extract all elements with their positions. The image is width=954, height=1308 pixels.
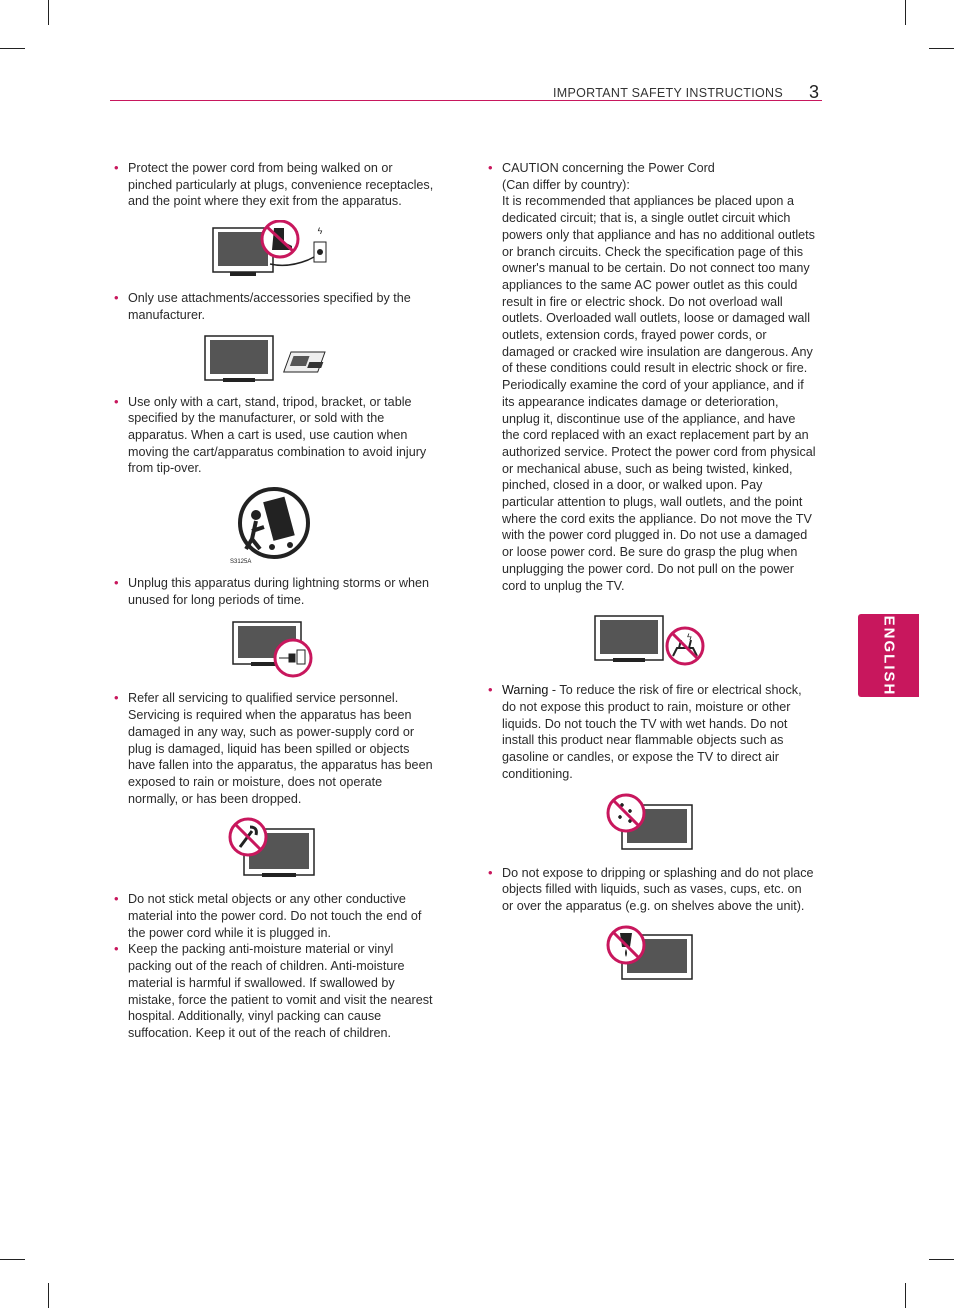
crop-mark xyxy=(929,1259,954,1260)
warning-text: - To reduce the risk of fire or electrical shock, do not expose this product to rain, moisture or other liquids. Do not touch the TV with wet hands. Do not install this product near flammable objects such as gasoline or candles, or expose the TV to direct air conditioning. xyxy=(502,683,802,781)
unplug-tv-icon xyxy=(231,618,315,680)
tv-accessories-icon xyxy=(203,334,343,384)
no-self-service-icon xyxy=(228,817,318,881)
caution-subtitle: (Can differ by country): xyxy=(502,177,630,192)
list-item: • Only use attachments/accessories specified by the manufacturer. xyxy=(114,290,411,322)
caution-body: It is recommended that appliances be placed upon a dedicated circuit; that is, a single outlet circuit which powers only that appliance and has no additional outlets or branch circuits. Check the specification page of this owner's manual to be certain. Do not connect too many appliances to the same AC power outlet as this could result in fire or electric shock. Do not overload wall outlets. Overloaded wall outlets, loose or damaged wall outlets, extension cords, frayed power cords, or damaged or cracked wire insulation are dangerous. Any of these conditions could result in electric shock or fire. Periodically examine the cord of your appliance, and if its appearance indicates damage or deterioration, unplug it, discontinue use of the appliance, and have the cord replaced with an exact replacement part by an authorized service. Protect the power cord from physical or mechanical abuse, such as being twisted, kinked, pinched, closed in a door, or walked upon. Pay particular attention to plugs, wall outlets, and the point where the cord exits the appliance. Do not move the TV with the power cord plugged in. Do not use a damaged or loose power cord. Be sure do grasp the plug when unplugging the power cord. Do not pull on the power cord to unplug the TV. xyxy=(502,194,816,593)
svg-text:ϟ: ϟ xyxy=(317,226,323,237)
list-item: • Refer all servicing to qualified service personnel. Servicing is required when the apparatus has been damaged in any way, such as power-supply cord or plug is damaged, liquid has been spilled or objects have fallen into the apparatus, the apparatus has been exposed to rain or moisture, does not operate normally, or has been dropped. xyxy=(114,690,433,806)
caution-title: CAUTION concerning the Power Cord xyxy=(502,161,715,175)
crop-mark xyxy=(48,0,49,25)
cart-icon-caption: S3125A xyxy=(230,559,252,566)
warning-label: Warning xyxy=(502,683,549,698)
right-column xyxy=(486,160,816,995)
list-item: • Protect the power cord from being walked on or pinched particularly at plugs, convenience receptacles, and the point where they exit from the apparatus. xyxy=(114,160,434,209)
language-tab: ENGLISH xyxy=(858,614,919,697)
list-item: • Unplug this apparatus during lightning storms or when unused for long periods of time. xyxy=(114,575,430,607)
crop-mark xyxy=(0,1259,25,1260)
no-overloaded-outlet-icon xyxy=(593,612,709,672)
header-title: IMPORTANT SAFETY INSTRUCTIONS xyxy=(552,86,783,100)
crop-mark xyxy=(905,1283,906,1308)
warning-item: • Warning - To reduce the risk of fire or electrical shock, do not expose this product to rain, moisture or other liquids. Do not touch the TV with wet hands. Do not install this product near flammable objects such as gasoline or candles, or expose the TV to direct air conditioning. xyxy=(488,682,802,781)
list-item: • Use only with a cart, stand, tripod, bracket, or table specified by the manufacturer, or sold with the apparatus. When a cart is used, use caution when moving the cart/apparatus combination to avoid injury from tip-over. xyxy=(114,393,427,476)
caution-power-cord: • CAUTION concerning the Power Cord (Can differ by country): It is recommended that appliances be placed upon a dedicated circuit; that is, a single outlet circuit which powers only that appliance and has no additional outlets or branch circuits. Check the specification page of this owner's manual to be certain. Do not connect too many appliances to the same AC power outlet as this could result in fire or electric shock. Do not overload wall outlets. Overloaded wall outlets, loose or damaged wall outlets, extension cords, frayed power cords, or damaged or cracked wire insulation are dangerous. Any of these conditions could result in electric shock or fire. Periodically examine the cord of your appliance, and if its appearance indicates damage or deterioration, unplug it, discontinue use of the appliance, and have the cord replaced with an exact replacement part by an authorized service. Protect the power cord from physical or mechanical abuse, such as being twisted, kinked, pinched, closed in a door, or walked upon. Pay particular attention to plugs, wall outlets, and the point where the cord exits the appliance. Do not move the TV with the power cord plugged in. Do not use a damaged or loose power cord. Be sure do grasp the plug when unplugging the power cord. Do not pull on the power cord to unplug the TV. xyxy=(488,160,816,593)
crop-mark xyxy=(905,0,906,25)
dripping-item: • Do not expose to dripping or splashing and do not place objects filled with liquids, such as vases, cups, etc. on or over the apparatus (e.g. on shelves above the unit). xyxy=(488,864,814,913)
no-liquids-on-tv-icon xyxy=(606,925,696,985)
no-stepping-on-cord-icon xyxy=(208,220,338,280)
crop-mark xyxy=(48,1283,49,1308)
crop-mark xyxy=(929,48,954,49)
svg-text:ϟ: ϟ xyxy=(687,632,692,643)
page-number: 3 xyxy=(809,82,820,102)
left-column xyxy=(112,160,434,1042)
crop-mark xyxy=(0,48,25,49)
list-item: • Keep the packing anti-moisture material or vinyl packing out of the reach of children. Anti-moisture material is harmful if swallowed. If swallowed by mistake, force the patient to vomit and visit the nearest hospital. Additionally, vinyl packing can cause suffocation. Keep it out of the reach of children. xyxy=(114,941,433,1040)
no-water-exposure-icon xyxy=(606,793,696,855)
header-rule xyxy=(110,100,822,101)
list-item: • Do not stick metal objects or any other conductive material into the power cord. Do not touch the end of the power cord while it is plugged in. xyxy=(114,891,422,940)
cart-tip-over-warning-icon xyxy=(228,487,318,565)
